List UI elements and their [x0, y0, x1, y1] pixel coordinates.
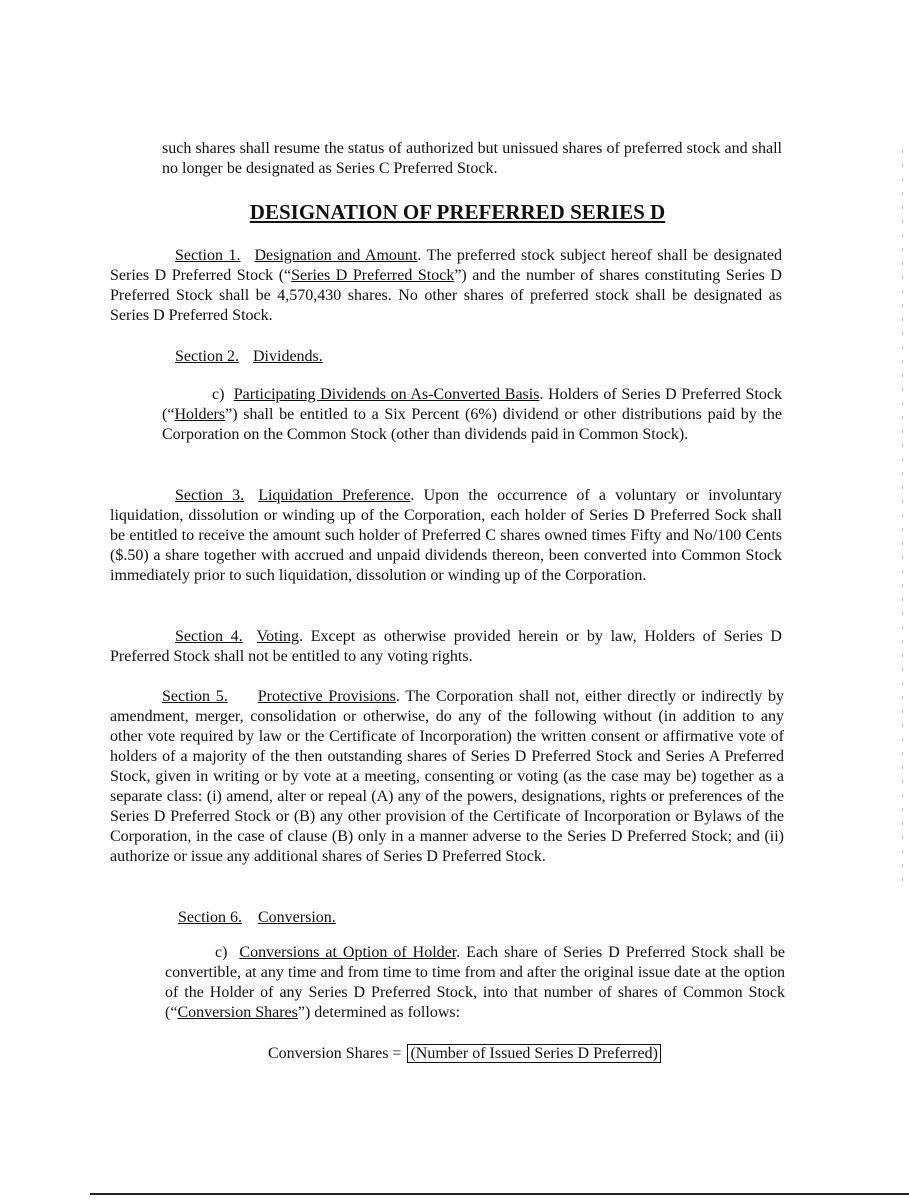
section-2-item-c-text-a: . Holders of Series D Preferred Stock (“ — [162, 386, 782, 423]
section-2-item-c-title: Participating Dividends on As-Converted Basis — [233, 386, 540, 403]
section-4-paragraph — [110, 627, 782, 667]
section-6-item-c — [165, 943, 785, 1023]
formula-lhs: Conversion Shares = — [268, 1045, 402, 1062]
section-2-label: Section 2. — [175, 348, 239, 365]
section-6-title: Conversion. — [258, 909, 336, 926]
scan-edge-marks — [902, 150, 903, 890]
continuation-paragraph: such shares shall resume the status of authorized but unissued shares of preferred stock and shall no longer be designated as Series C Preferred Stock. — [162, 140, 782, 177]
section-6-item-c-marker: c) — [215, 944, 228, 961]
section-3-title: Liquidation Preference — [258, 487, 411, 504]
bottom-rule — [90, 1193, 909, 1195]
section-2-title: Dividends. — [253, 348, 323, 365]
section-1-text-b: ”) and the number of shares constituting Series D Preferred Stock shall be 4,570,430 shares. No other shares of preferred stock shall be designated as Series D Preferred Stock. — [110, 267, 782, 324]
section-2-item-c — [162, 385, 782, 445]
page-heading: DESIGNATION OF PREFERRED SERIES D — [249, 200, 666, 224]
section-1-paragraph — [110, 246, 782, 326]
section-6-label: Section 6. — [178, 909, 242, 926]
section-6-item-c-title: Conversions at Option of Holder — [239, 944, 457, 961]
section-1-text-a: . The preferred stock subject hereof shall be designated Series D Preferred Stock (“ — [110, 247, 783, 284]
section-3-paragraph — [110, 486, 782, 586]
section-1-title: Designation and Amount — [254, 247, 418, 264]
section-3-label: Section 3. — [175, 487, 245, 504]
section-2-item-c-text-b: ”) shall be entitled to a Six Percent (6%) dividend or other distributions paid by the Corporation on the Common Stock (other than dividends paid in Common Stock). — [162, 406, 782, 443]
section-3-text: . Upon the occurrence of a voluntary or involuntary liquidation, dissolution or winding up of the Corporation, each holder of Series D Preferred Sock shall be entitled to receive the amount such holder of Preferred C shares owned times Fifty and No/100 Cents ($.50) a share together with accrued and unpaid dividends thereon, been converted into Common Stock immediately prior to such liquidation, dissolution or winding up of the Corporation. — [110, 487, 783, 584]
formula-numerator-box: (Number of Issued Series D Preferred) — [407, 1044, 660, 1063]
section-2-item-c-term: Holders — [174, 406, 226, 423]
section-6-heading — [178, 908, 778, 928]
section-4-label: Section 4. — [175, 628, 243, 645]
section-6-item-c-text-a: . Each share of Series D Preferred Stock shall be convertible, at any time and from time to time from and after the original issue date at the option of the Holder of any Series D Preferred Stock, into that number of shares of Common Stock (“ — [165, 944, 786, 1021]
section-5-title: Protective Provisions — [257, 688, 396, 705]
section-5-text: . The Corporation shall not, either directly or indirectly by amendment, merger, consolidation or otherwise, do any of the following without (in addition to any other vote required by law or the Certificate of Incorporation) the written consent or affirmative vote of holders of a majority of the then outstanding shares of Series D Preferred Stock and Series A Preferred Stock, given in writing or by vote at a meeting, consenting or voting (as the case may be) together as a separate class: (i) amend, alter or repeal (A) any of the powers, designations, rights or preferences of the Series D Preferred Stock or (B) any other provision of the Certificate of Incorporation or Bylaws of the Corporation, in the case of clause (B) only in a manner adverse to the Series D Preferred Stock; and (ii) authorize or issue any additional shares of Series D Preferred Stock. — [110, 688, 785, 865]
section-4-text: . Except as otherwise provided herein or by law, Holders of Series D Preferred Stock shall not be entitled to any voting rights. — [110, 628, 782, 665]
section-1-label: Section 1. — [175, 247, 241, 264]
section-1-term: Series D Preferred Stock — [291, 267, 455, 284]
section-2-item-c-marker: c) — [212, 386, 225, 403]
section-2-heading — [175, 347, 775, 367]
conversion-formula — [268, 1044, 661, 1064]
section-5-label: Section 5. — [162, 688, 228, 705]
section-5-paragraph — [110, 687, 784, 867]
section-6-item-c-term: Conversion Shares — [177, 1004, 298, 1021]
section-4-title: Voting — [256, 628, 300, 645]
section-6-item-c-text-b: ”) determined as follows: — [297, 1004, 461, 1021]
